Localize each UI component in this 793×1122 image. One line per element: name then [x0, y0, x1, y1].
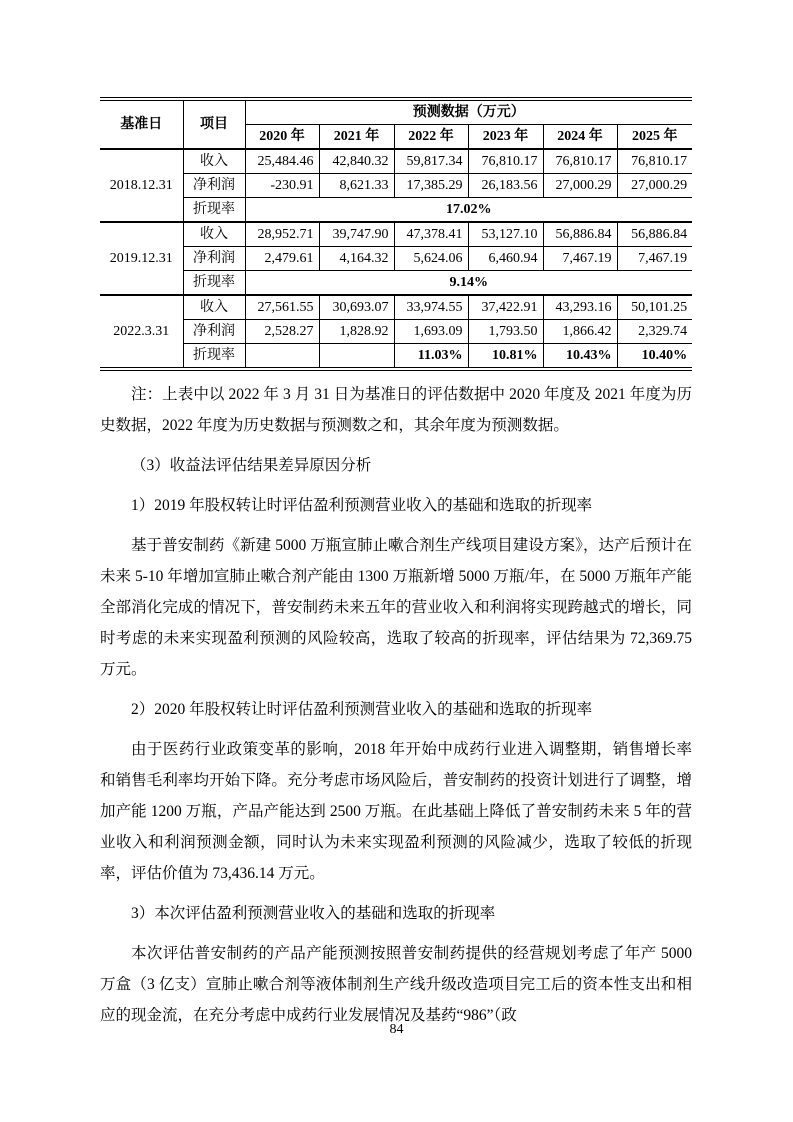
table-row [100, 222, 692, 247]
table-cell: 59,817.34 [394, 149, 468, 174]
subsection-heading: 3）本次评估盈利预测营业收入的基础和选取的折现率 [131, 905, 496, 922]
paragraph: 本次评估普安制药的产品产能预测按照普安制药提供的经营规划考虑了年产 5000 万盒（3 亿支）宣肺止嗽合剂等液体制剂生产线升级改造项目完工后的资本性支出和相应的现金流，在充分考虑中成药行业发展情况及基药“986”（政 [100, 945, 692, 1024]
header-base-date: 基准日 [100, 99, 183, 149]
table-cell: 5,624.06 [394, 247, 468, 271]
forecast-table [100, 97, 692, 371]
subsection-heading: 1）2019 年股权转让时评估盈利预测营业收入的基础和选取的折现率 [131, 497, 593, 514]
table-cell: 17,385.29 [394, 174, 468, 198]
note-paragraph: 注：上表中以 2022 年 3 月 31 日为基准日的评估数据中 2020 年度及 2021 年度为历史数据，2022 年度为历史数据与预测数之和，其余年度为预测数据。 [100, 386, 692, 434]
table-cell: 27,000.29 [543, 174, 617, 198]
table-cell: 8,621.33 [319, 174, 394, 198]
table-cell: 56,886.84 [543, 222, 617, 247]
base-date-cell: 2022.3.31 [100, 295, 183, 369]
discount-rate-cell [319, 344, 394, 370]
table-cell: 6,460.94 [468, 247, 543, 271]
base-date-cell: 2018.12.31 [100, 149, 183, 222]
table-cell: 39,747.90 [319, 222, 394, 247]
header-year: 2024 年 [543, 125, 617, 150]
table-cell: 2,329.74 [617, 320, 692, 344]
discount-rate-cell: 10.40% [617, 344, 692, 370]
table-cell: 47,378.41 [394, 222, 468, 247]
table-cell: 27,561.55 [245, 295, 319, 320]
paragraph: 基于普安制药《新建 5000 万瓶宣肺止嗽合剂生产线项目建设方案》，达产后预计在未来 5-10 年增加宣肺止嗽合剂产能由 1300 万瓶新增 5000 万瓶/年，在 5000 万瓶年产能全部消化完成的情况下，普安制药未来五年的营业收入和利润将实现跨越式的增长，同时考虑的未来实现盈利预测的风险较高，选取了较高的折现率，评估结果为 72,369.75 万元。 [100, 537, 692, 678]
table-cell: 1,828.92 [319, 320, 394, 344]
subsection-heading: 2）2020 年股权转让时评估盈利预测营业收入的基础和选取的折现率 [131, 701, 593, 718]
table-cell: 26,183.56 [468, 174, 543, 198]
table-row [100, 295, 692, 320]
row-label: 折现率 [183, 271, 245, 296]
table-cell: 7,467.19 [617, 247, 692, 271]
table-cell: 42,840.32 [319, 149, 394, 174]
row-label: 收入 [183, 149, 245, 174]
table-cell: 76,810.17 [543, 149, 617, 174]
table-cell: 76,810.17 [617, 149, 692, 174]
table-cell: 56,886.84 [617, 222, 692, 247]
row-label: 收入 [183, 295, 245, 320]
row-label: 净利润 [183, 247, 245, 271]
table-row [100, 174, 692, 198]
table-cell: 43,293.16 [543, 295, 617, 320]
table-cell: 50,101.25 [617, 295, 692, 320]
discount-rate-cell: 10.43% [543, 344, 617, 370]
discount-rate-cell: 11.03% [394, 344, 468, 370]
row-label: 折现率 [183, 198, 245, 223]
table-cell: 33,974.55 [394, 295, 468, 320]
table-row [100, 271, 692, 296]
table-cell: 27,000.29 [617, 174, 692, 198]
table-row [100, 198, 692, 223]
body-text [100, 379, 692, 1031]
table-cell: -230.91 [245, 174, 319, 198]
header-year: 2021 年 [319, 125, 394, 150]
row-label: 净利润 [183, 320, 245, 344]
row-label: 折现率 [183, 344, 245, 370]
table-cell: 30,693.07 [319, 295, 394, 320]
table-cell: 4,164.32 [319, 247, 394, 271]
table-cell: 1,793.50 [468, 320, 543, 344]
table-cell: 2,528.27 [245, 320, 319, 344]
discount-rate-cell: 10.81% [468, 344, 543, 370]
table-cell: 28,952.71 [245, 222, 319, 247]
table-row [100, 320, 692, 344]
page-number: 84 [389, 1022, 404, 1037]
table-row [100, 247, 692, 271]
table-cell: 53,127.10 [468, 222, 543, 247]
header-forecast-data: 预测数据（万元） [245, 99, 692, 125]
discount-rate-cell [245, 344, 319, 370]
table-cell: 37,422.91 [468, 295, 543, 320]
header-year: 2020 年 [245, 125, 319, 150]
header-year: 2022 年 [394, 125, 468, 150]
row-label: 净利润 [183, 174, 245, 198]
section-heading: （3）收益法评估结果差异原因分析 [131, 457, 372, 474]
page-content [100, 97, 692, 1031]
table-cell: 7,467.19 [543, 247, 617, 271]
discount-rate-cell: 17.02% [245, 198, 692, 223]
header-item: 项目 [183, 99, 245, 149]
table-cell: 2,479.61 [245, 247, 319, 271]
base-date-cell: 2019.12.31 [100, 222, 183, 295]
table-row [100, 344, 692, 370]
table-row [100, 149, 692, 174]
row-label: 收入 [183, 222, 245, 247]
header-year: 2025 年 [617, 125, 692, 150]
header-year: 2023 年 [468, 125, 543, 150]
table-cell: 76,810.17 [468, 149, 543, 174]
discount-rate-cell: 9.14% [245, 271, 692, 296]
table-cell: 1,693.09 [394, 320, 468, 344]
paragraph: 由于医药行业政策变革的影响，2018 年开始中成药行业进入调整期，销售增长率和销售毛利率均开始下降。充分考虑市场风险后，普安制药的投资计划进行了调整，增加产能 1200 万瓶，产品产能达到 2500 万瓶。在此基础上降低了普安制药未来 5 年的营业收入和利润预测金额，同时认为未来实现盈利预测的风险减少，选取了较低的折现率，评估价值为 73,436.14 万元。 [100, 741, 692, 882]
table-cell: 1,866.42 [543, 320, 617, 344]
table-cell: 25,484.46 [245, 149, 319, 174]
